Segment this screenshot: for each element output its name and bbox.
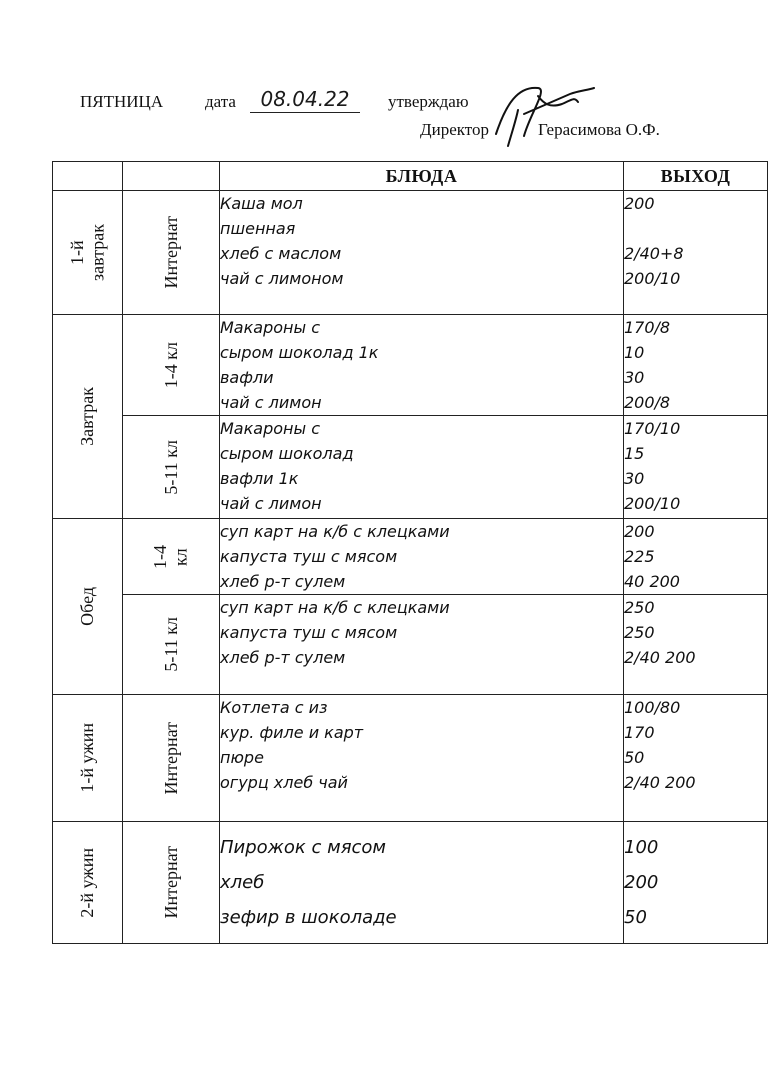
output-list	[624, 191, 768, 315]
output-line: 40 200	[624, 572, 680, 591]
dish-line: чай с лимоном	[220, 269, 344, 288]
output-list	[624, 416, 768, 519]
output-list	[624, 315, 768, 416]
dish-line: хлеб с маслом	[220, 244, 342, 263]
group-label: 1-4 кл	[123, 315, 220, 416]
output-line: 100	[624, 837, 659, 858]
dish-line: зефир в шоколаде	[220, 907, 397, 928]
approve-label: утверждаю	[388, 92, 469, 111]
date-label: дата	[205, 92, 236, 111]
dish-list	[220, 595, 624, 695]
meal-label: Обед	[53, 519, 123, 695]
group-label: Интернат	[123, 822, 220, 944]
table-row	[53, 595, 768, 695]
output-line	[624, 216, 767, 241]
output-line: 50	[624, 907, 647, 928]
table-header-row	[53, 162, 768, 191]
dish-list	[220, 416, 624, 519]
dish-line: капуста туш с мясом	[220, 623, 398, 642]
output-line: 250	[624, 623, 655, 642]
meal-label: Завтрак	[53, 315, 123, 519]
output-line: 2/40 200	[624, 773, 696, 792]
output-line: 170/10	[624, 419, 681, 438]
director-signature	[478, 74, 598, 154]
document-header	[0, 0, 778, 160]
meal-label: 2-й ужин	[53, 822, 123, 944]
director-name: Герасимова О.Ф.	[538, 120, 660, 139]
output-line: 250	[624, 598, 655, 617]
dish-list	[220, 519, 624, 595]
dish-line: сыром шоколад 1к	[220, 343, 379, 362]
output-line: 30	[624, 368, 645, 387]
output-list	[624, 822, 768, 944]
dish-line: суп карт на к/б с клецками	[220, 522, 450, 541]
dish-line: Пирожок с мясом	[220, 837, 387, 858]
dish-line: хлеб р-т сулем	[220, 572, 346, 591]
dish-line: огурц хлеб чай	[220, 773, 348, 792]
group-label: Интернат	[123, 695, 220, 822]
group-label: 5-11 кл	[123, 416, 220, 519]
dish-list	[220, 315, 624, 416]
output-line: 2/40+8	[624, 244, 684, 263]
dish-line: чай с лимон	[220, 494, 322, 513]
meal-label: 1-й ужин	[53, 695, 123, 822]
menu-table	[52, 161, 768, 944]
director-position: Директор	[420, 120, 489, 139]
day-of-week: ПЯТНИЦА	[80, 92, 164, 111]
output-line: 100/80	[624, 698, 681, 717]
output-line: 10	[624, 343, 645, 362]
output-line: 225	[624, 547, 655, 566]
dish-line: пшенная	[220, 219, 296, 238]
meal-label: 1-й завтрак	[53, 191, 123, 315]
output-line: 30	[624, 469, 645, 488]
dish-line: хлеб р-т сулем	[220, 648, 346, 667]
date-value: 08.04.22	[250, 86, 360, 113]
dish-line: сыром шоколад	[220, 444, 354, 463]
output-line: 200	[624, 522, 655, 541]
dish-line: пюре	[220, 748, 264, 767]
output-list	[624, 695, 768, 822]
output-list	[624, 519, 768, 595]
dish-line: кур. филе и карт	[220, 723, 364, 742]
output-list	[624, 595, 768, 695]
dish-list	[220, 191, 624, 315]
output-line: 170/8	[624, 318, 671, 337]
table-row	[53, 695, 768, 822]
output-line: 2/40 200	[624, 648, 696, 667]
output-line: 200/10	[624, 494, 681, 513]
output-column-header: ВЫХОД	[624, 162, 768, 191]
dish-line: вафли 1к	[220, 469, 299, 488]
dish-list	[220, 695, 624, 822]
dish-line: хлеб	[220, 872, 265, 893]
output-line: 50	[624, 748, 645, 767]
dish-line: капуста туш с мясом	[220, 547, 398, 566]
dishes-column-header: БЛЮДА	[220, 162, 624, 191]
dish-line: чай с лимон	[220, 393, 322, 412]
table-row	[53, 416, 768, 519]
group-label: 5-11 кл	[123, 595, 220, 695]
output-line: 200	[624, 194, 655, 213]
dish-line: Макароны с	[220, 318, 320, 337]
table-row	[53, 519, 768, 595]
dish-list	[220, 822, 624, 944]
table-row	[53, 822, 768, 944]
dish-line: Каша мол	[220, 194, 303, 213]
output-line: 200/10	[624, 269, 681, 288]
output-line: 200	[624, 872, 659, 893]
group-label: Интернат	[123, 191, 220, 315]
table-row	[53, 191, 768, 315]
dish-line: суп карт на к/б с клецками	[220, 598, 450, 617]
output-line: 200/8	[624, 393, 671, 412]
group-label: 1-4 кл	[123, 519, 220, 595]
output-line: 170	[624, 723, 655, 742]
dish-line: Котлета с из	[220, 698, 328, 717]
table-row	[53, 315, 768, 416]
output-line: 15	[624, 444, 645, 463]
dish-line: Макароны с	[220, 419, 320, 438]
dish-line: вафли	[220, 368, 274, 387]
